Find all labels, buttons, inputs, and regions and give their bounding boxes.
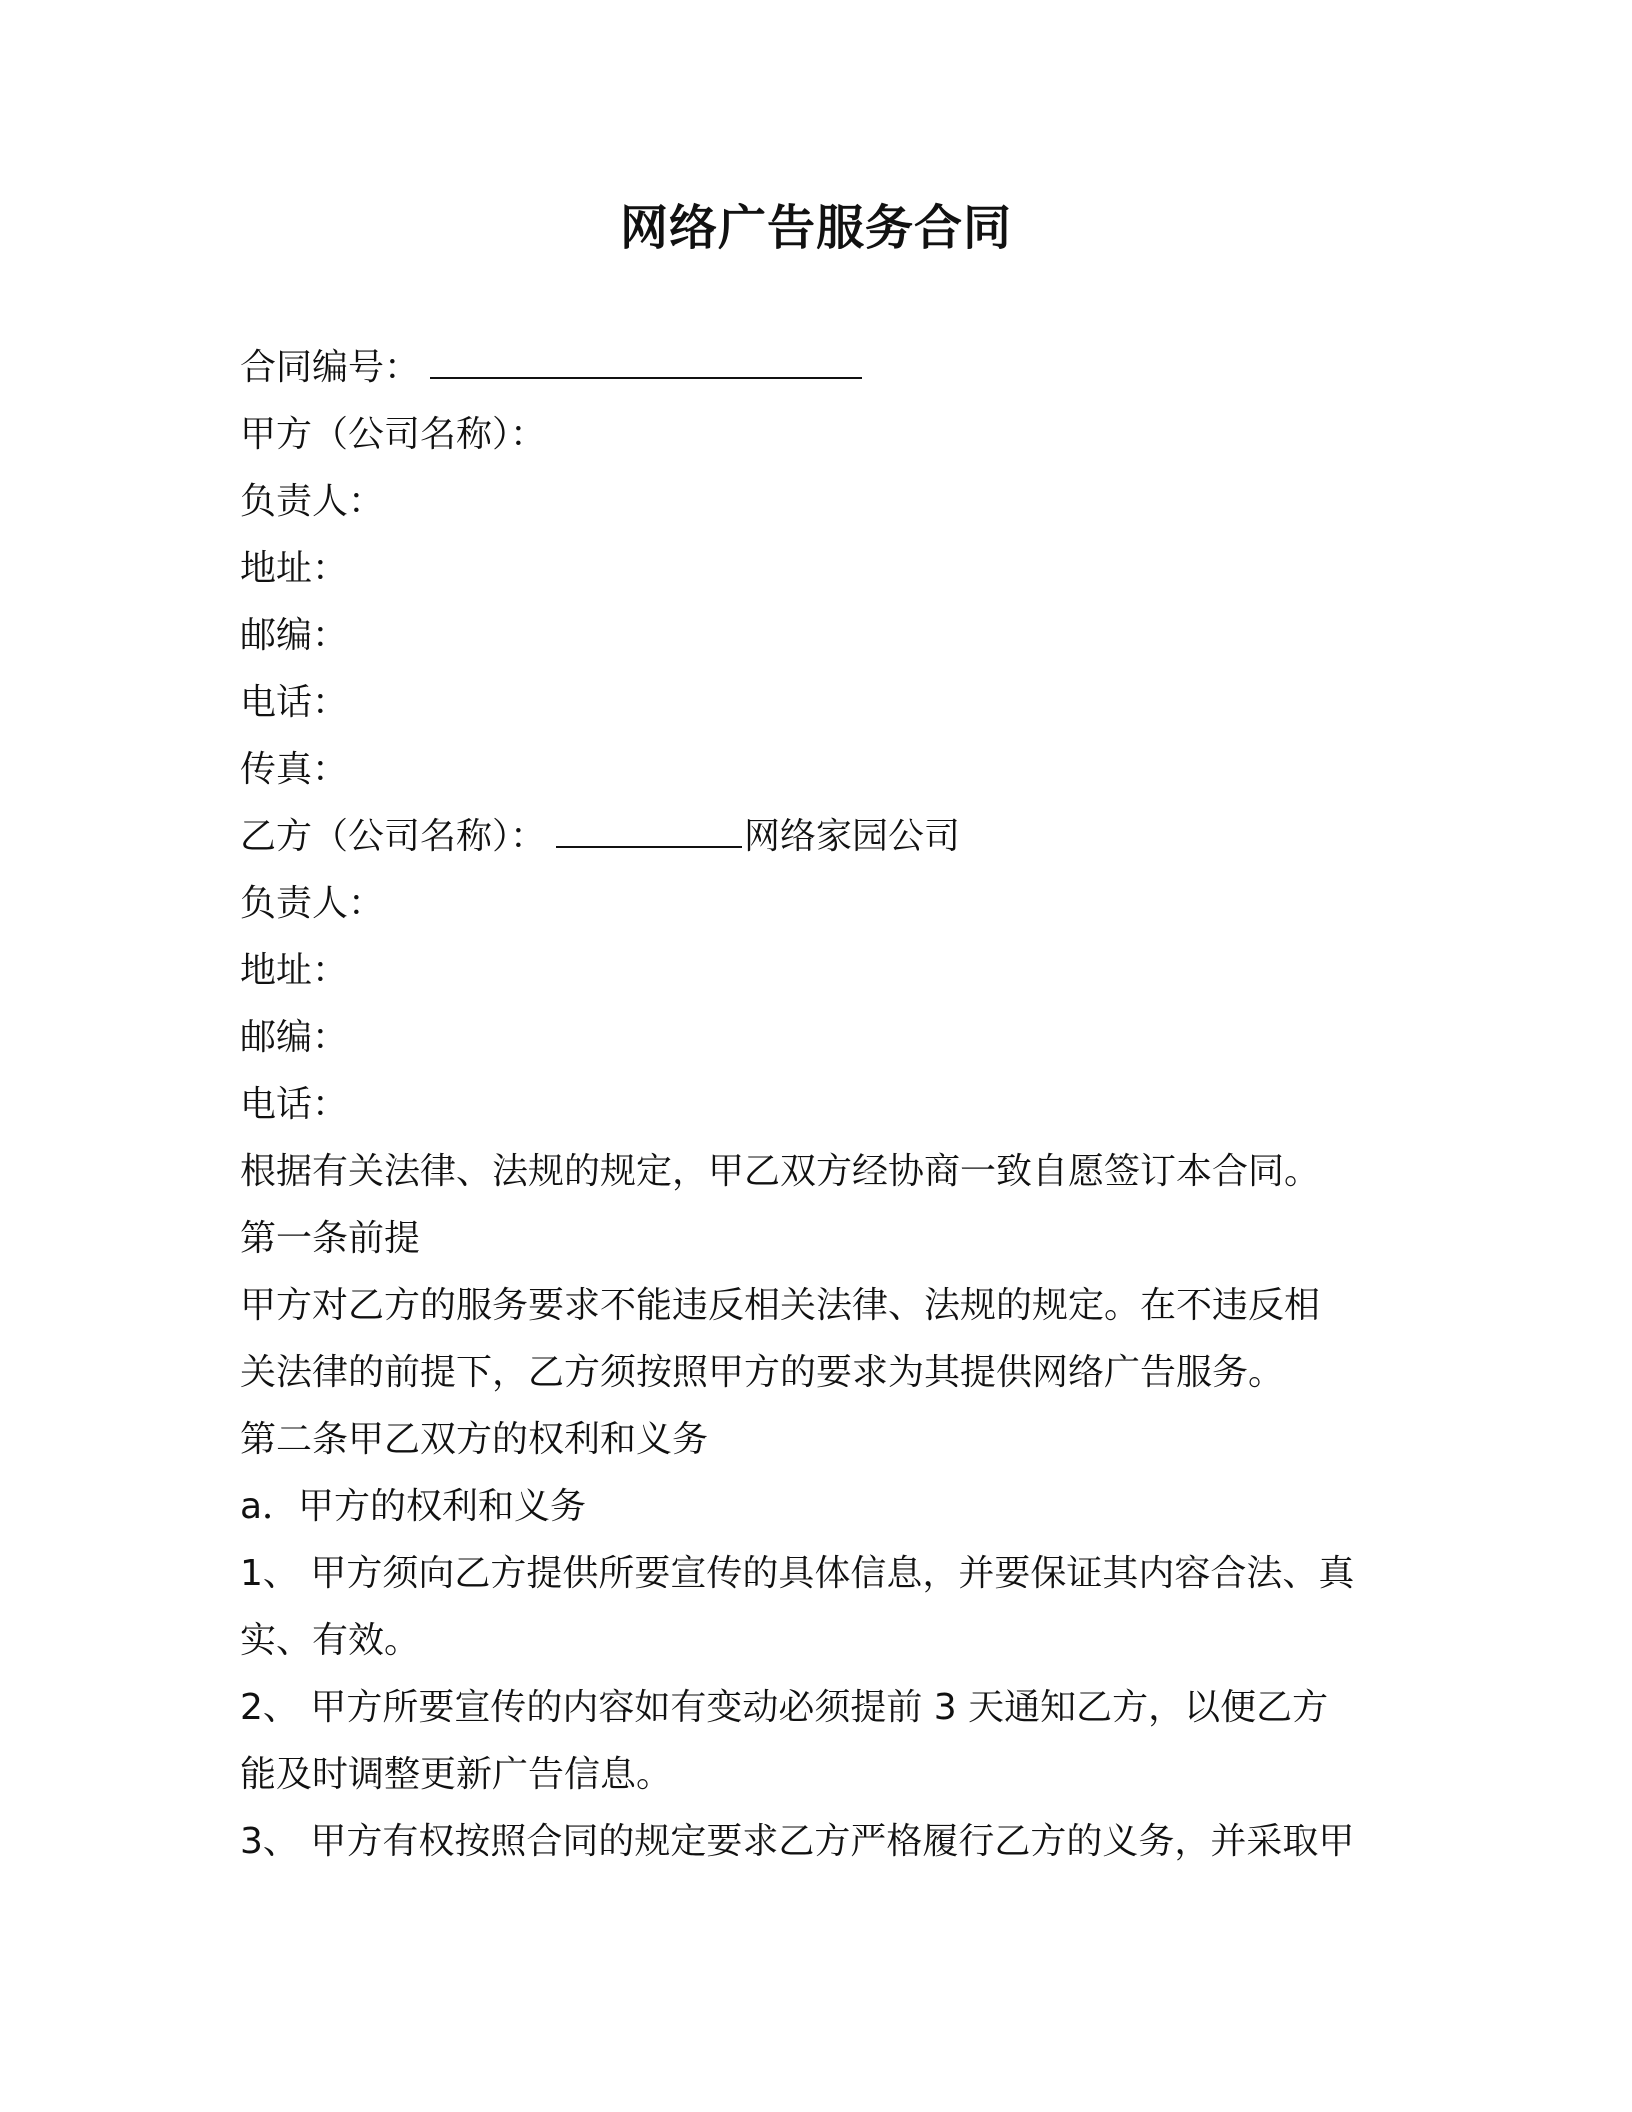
party-b-name-value: 网络家园公司 [744,816,961,857]
party-b-phone-line: 电话： [240,1084,349,1125]
article-2-heading: 第二条甲乙双方的权利和义务 [240,1419,709,1460]
intro-paragraph: 根据有关法律、法规的规定，甲乙双方经协商一致自愿签订本合同。 [240,1151,1321,1192]
party-a-name-line: 甲方（公司名称）： [240,414,547,455]
contract-number-label: 合同编号： [240,347,421,388]
party-a-zip-line: 邮编： [240,615,349,656]
party-a-phone-line: 电话： [240,682,349,723]
party-b-head-line: 负责人： [240,883,385,924]
item-3-text-line: 3、 甲方有权按照合同的规定要求乙方严格履行乙方的义务，并采取甲 [240,1821,1355,1862]
party-b-name-blank[interactable] [556,806,742,848]
party-a-address-line: 地址： [240,548,349,589]
article-1-heading: 第一条前提 [240,1218,421,1259]
document-title: 网络广告服务合同 [619,200,1012,256]
article-1-text-line: 关法律的前提下，乙方须按照甲方的要求为其提供网络广告服务。 [240,1352,1285,1393]
item-2-text-line: 能及时调整更新广告信息。 [240,1754,673,1795]
party-a-fax-line: 传真： [240,749,349,790]
contract-number-blank[interactable] [430,337,862,379]
contract-number-line [240,334,1390,401]
party-b-zip-line: 邮编： [240,1017,349,1058]
party-b-name-label: 乙方（公司名称）： [240,816,547,857]
party-a-head-line: 负责人： [240,481,385,522]
article-1-text-line: 甲方对乙方的服务要求不能违反相关法律、法规的规定。在不违反相 [240,1285,1321,1326]
party-b-address-line: 地址： [240,950,349,991]
item-2-text-line: 2、 甲方所要宣传的内容如有变动必须提前 3 天通知乙方，以便乙方 [240,1687,1329,1728]
item-1-text-line: 实、有效。 [240,1620,421,1661]
contract-body [240,334,1390,1875]
party-b-name-line [240,803,1390,870]
section-a-heading: a．甲方的权利和义务 [240,1486,587,1527]
item-1-text-line: 1、 甲方须向乙方提供所要宣传的具体信息，并要保证其内容合法、真 [240,1553,1355,1594]
